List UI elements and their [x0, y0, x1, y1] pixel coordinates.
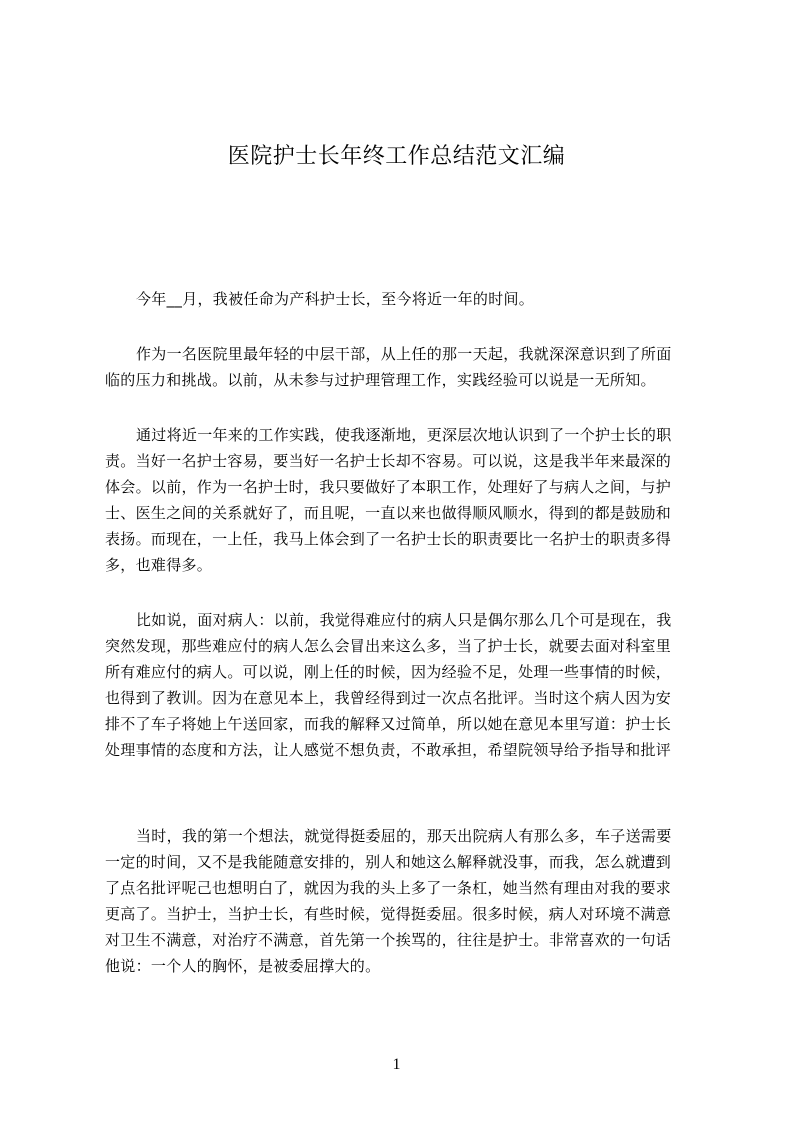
- paragraph-3-line-2: 责。当好一名护士容易，要当好一名护士长却不容易。可以说，这是我半年来最深的: [105, 452, 672, 470]
- paragraph-3-line-6: 多，也难得多。: [105, 556, 213, 574]
- paragraph-2-line-2: 临的压力和挑战。以前，从未参与过护理管理工作，实践经验可以说是一无所知。: [105, 371, 656, 389]
- paragraph-3-line-3: 体会。以前，作为一名护士时，我只要做好了本职工作，处理好了与病人之间，与护: [105, 478, 672, 496]
- paragraph-3-line-5: 表扬。而现在，一上任，我马上体会到了一名护士长的职责要比一名护士的职责多得: [105, 530, 672, 548]
- paragraph-5-line-4: 更高了。当护士，当护士长，有些时候，觉得挺委屈。很多时候，病人对环境不满意: [105, 905, 672, 923]
- paragraph-4-line-2: 突然发现，那些难应付的病人怎么会冒出来这么多，当了护士长，就要去面对科室里: [105, 637, 672, 655]
- paragraph-5-line-3: 了点名批评呢己也想明白了，就因为我的头上多了一条杠，她当然有理由对我的要求: [105, 879, 672, 897]
- paragraph-4-line-4: 也得到了教训。因为在意见本上，我曾经得到过一次点名批评。当时这个病人因为安: [105, 689, 672, 707]
- paragraph-4-line-1: 比如说，面对病人：以前，我觉得难应付的病人只是偶尔那么几个可是现在，我: [136, 611, 672, 629]
- paragraph-5-line-2: 一定的时间，又不是我能随意安排的，别人和她这么解释就没事，而我，怎么就遭到: [105, 853, 672, 871]
- paragraph-3-line-4: 士、医生之间的关系就好了，而且呢，一直以来也做得顺风顺水，得到的都是鼓励和: [105, 504, 672, 522]
- document-title: 医院护士长年终工作总结范文汇编: [227, 144, 566, 169]
- paragraph-5-line-6: 他说：一个人的胸怀，是被委屈撑大的。: [105, 957, 381, 975]
- paragraph-5-line-5: 对卫生不满意，对治疗不满意，首先第一个挨骂的，往往是护士。非常喜欢的一句话: [105, 931, 672, 949]
- paragraph-4-line-3: 所有难应付的病人。可以说，刚上任的时候，因为经验不足，处理一些事情的时候，: [105, 663, 672, 681]
- paragraph-1-line-1: 今年__月，我被任命为产科护士长，至今将近一年的时间。: [136, 290, 535, 308]
- paragraph-2-line-1: 作为一名医院里最年轻的中层干部，从上任的那一天起，我就深深意识到了所面: [136, 345, 672, 363]
- paragraph-4-line-6: 处理事情的态度和方法，让人感觉不想负责，不敢承担，希望院领导给予指导和批评: [105, 741, 672, 759]
- page-number: 1: [392, 1056, 401, 1073]
- paragraph-4-line-5: 排不了车子将她上午送回家，而我的解释又过简单，所以她在意见本里写道：护士长: [105, 715, 672, 733]
- paragraph-3-line-1: 通过将近一年来的工作实践，使我逐渐地，更深层次地认识到了一个护士长的职: [136, 426, 672, 444]
- paragraph-5-line-1: 当时，我的第一个想法，就觉得挺委屈的，那天出院病人有那么多，车子送需要: [136, 827, 672, 845]
